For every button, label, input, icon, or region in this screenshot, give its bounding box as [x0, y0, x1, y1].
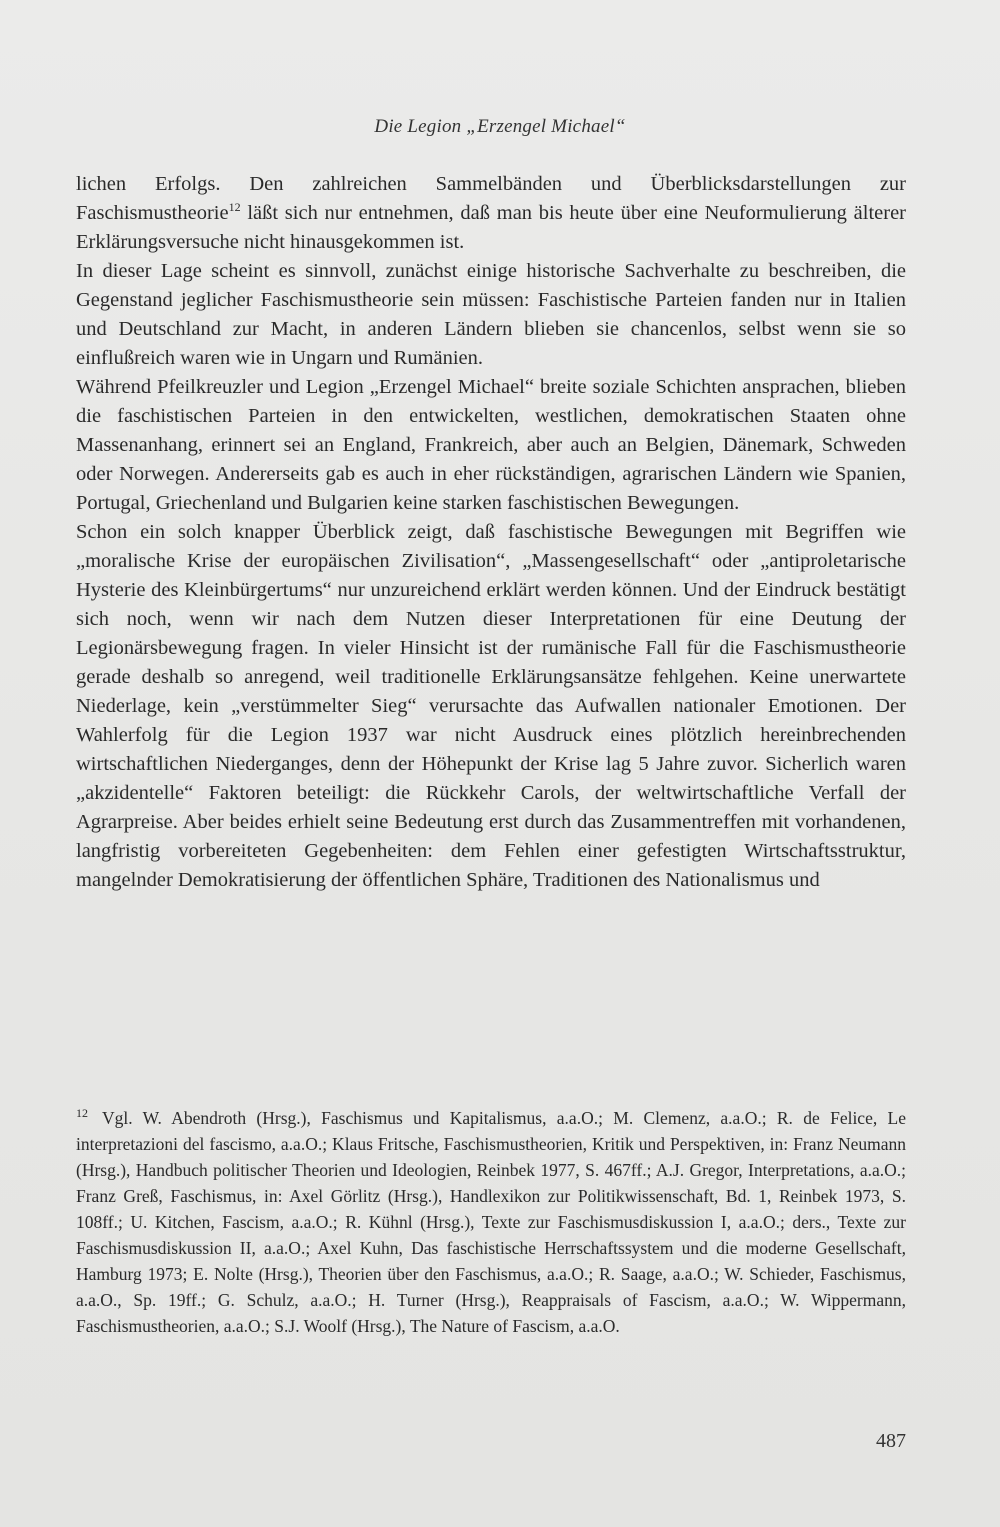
paragraph-1-text-after: läßt sich nur entnehmen, daß man bis heute über eine Neuformulierung älterer Erklärungsversuche nicht hinausgekommen ist. — [76, 202, 906, 253]
paragraph-1 — [76, 170, 906, 257]
paragraph-3: Während Pfeilkreuzler und Legion „Erzengel Michael“ breite soziale Schichten ansprachen, blieben die faschistischen Parteien in den entwickelten, westlichen, demokratischen Staaten ohne Massenanhang, erinnert sei an England, Frankreich, aber auch an Belgien, Dänemark, Schweden oder Norwegen. Andererseits gab es auch in eher rückständigen, agrarischen Ländern wie Spanien, Portugal, Griechenland und Bulgarien keine starken faschistischen Bewegungen. — [76, 376, 906, 514]
footnote-number: 12 — [76, 1106, 88, 1121]
running-head: Die Legion „Erzengel Michael“ — [374, 116, 626, 137]
footnote-reference: 12 — [228, 200, 241, 215]
paragraph-4: Schon ein solch knapper Überblick zeigt, daß faschistische Bewegungen mit Begriffen wie „moralische Krise der europäischen Zivilisation“, „Massengesellschaft“ oder „antiproletarische Hysterie des Kleinbürgertums“ nur unzureichend erklärt werden können. Und der Eindruck bestätigt sich noch, wenn wir nach dem Nutzen dieser Interpretationen für eine Deutung der Legionärsbewegung fragen. In vieler Hinsicht ist der rumänische Fall für die Faschismustheorie gerade deshalb so anregend, weil traditionelle Erklärungsansätze fehlgehen. Keine unerwartete Niederlage, kein „verstümmelter Sieg“ verursachte das Aufwallen nationaler Emotionen. Der Wahlerfolg für die Legion 1937 war nicht Ausdruck eines plötzlich hereinbrechenden wirtschaftlichen Niederganges, denn der Höhepunkt der Krise lag 5 Jahre zuvor. Sicherlich waren „akzidentelle“ Faktoren beteiligt: die Rückkehr Carols, der weltwirtschaftliche Verfall der Agrarpreise. Aber beides erhielt seine Bedeutung erst durch das Zusammentreffen mit vorhandenen, langfristig vorbereiteten Gegebenheiten: dem Fehlen einer gefestigten Wirtschaftsstruktur, mangelnder Demokratisierung der öffentlichen Sphäre, Traditionen des Nationalismus und — [76, 521, 906, 891]
main-text — [76, 170, 906, 895]
paragraph-2: In dieser Lage scheint es sinnvoll, zunächst einige historische Sachverhalte zu beschreiben, die Gegenstand jeglicher Faschismustheorie sein müssen: Faschistische Parteien fanden nur in Italien und Deutschland zur Macht, in anderen Ländern blieben sie chancenlos, selbst wenn sie so einflußreich waren wie in Ungarn und Rumänien. — [76, 260, 906, 369]
footnote-text: Vgl. W. Abendroth (Hrsg.), Faschismus und Kapitalismus, a.a.O.; M. Clemenz, a.a.O.; R. de Felice, Le interpretazioni del fascismo, a.a.O.; Klaus Fritsche, Faschismustheorien, Kritik und Perspektiven, in: Franz Neumann (Hrsg.), Handbuch politischer Theorien und Ideologien, Reinbek 1977, S. 467ff.; A.J. Gregor, Interpretations, a.a.O.; Franz Greß, Faschismus, in: Axel Görlitz (Hrsg.), Handlexikon zur Politikwissenschaft, Bd. 1, Reinbek 1973, S. 108ff.; U. Kitchen, Fascism, a.a.O.; R. Kühnl (Hrsg.), Texte zur Faschismusdiskussion I, a.a.O.; ders., Texte zur Faschismusdiskussion II, a.a.O.; Axel Kuhn, Das faschistische Herrschaftssystem und die moderne Gesellschaft, Hamburg 1973; E. Nolte (Hrsg.), Theorien über den Faschismus, a.a.O.; R. Saage, a.a.O.; W. Schieder, Faschismus, a.a.O., Sp. 19ff.; G. Schulz, a.a.O.; H. Turner (Hrsg.), Reappraisals of Fascism, a.a.O.; W. Wippermann, Faschismustheorien, a.a.O.; S.J. Woolf (Hrsg.), The Nature of Fascism, a.a.O. — [76, 1108, 906, 1336]
footnote-area — [76, 1105, 906, 1339]
page-number: 487 — [876, 1430, 906, 1452]
paragraph-1-text-before: lichen Erfolgs. Den zahlreichen Sammelbänden und Überblicksdarstellungen zur Faschismustheorie — [76, 173, 906, 224]
